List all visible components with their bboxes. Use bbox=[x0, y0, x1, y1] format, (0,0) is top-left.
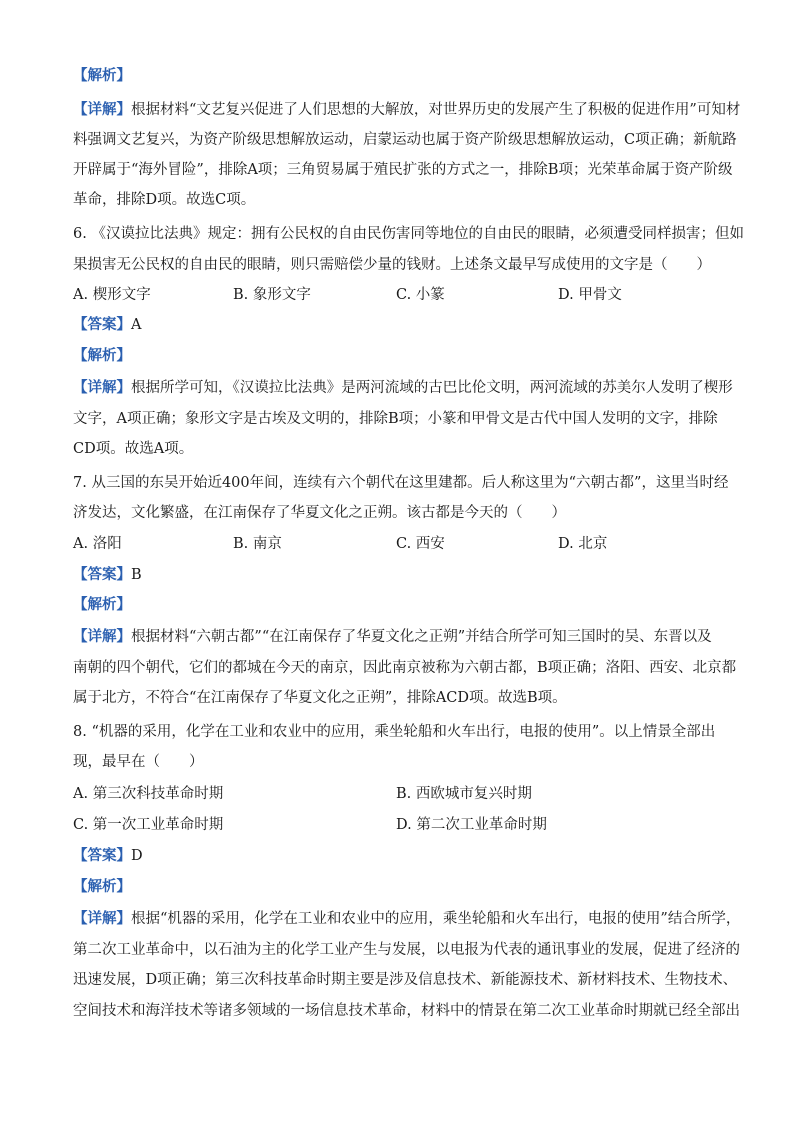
q8-analysis-heading bbox=[73, 877, 723, 897]
q8-answer: 【答案】D bbox=[73, 848, 143, 864]
detail-label: 【详解】 bbox=[73, 911, 131, 927]
q8-option-d: D. 第二次工业革命时期 bbox=[396, 817, 547, 833]
q6-option-c: C. 小篆 bbox=[396, 287, 445, 303]
q7-option-a: A. 洛阳 bbox=[73, 536, 122, 552]
q7-stem-line-2: 济发达，文化繁盛，在江南保存了华夏文化之正朔。该古都是今天的（ ） bbox=[73, 505, 566, 521]
q8-detail-line-4: 空间技术和海洋技术等诸多领域的一场信息技术革命，材料中的情景在第二次工业革命时期就已经全部出 bbox=[73, 1003, 740, 1019]
q6-analysis-heading bbox=[73, 346, 723, 366]
q7-detail-line-1: 【详解】根据材料“六朝古都”“在江南保存了华夏文化之正朔”并结合所学可知三国时的吴、东晋以及 bbox=[73, 629, 712, 645]
q7-option-b: B. 南京 bbox=[233, 536, 282, 552]
q6-stem-line-2: 果损害无公民权的自由民的眼睛，则只需赔偿少量的钱财。上述条文最早写成使用的文字是（ ） bbox=[73, 257, 711, 273]
q6-option-b: B. 象形文字 bbox=[233, 287, 311, 303]
q6-option-d: D. 甲骨文 bbox=[558, 287, 622, 303]
analysis-label: 【解析】 bbox=[73, 68, 131, 84]
answer-label: 【答案】 bbox=[73, 317, 131, 333]
q7-detail-line-2: 南朝的四个朝代，它们的都城在今天的南京，因此南京被称为六朝古都，B项正确；洛阳、西安、北京都 bbox=[73, 660, 737, 676]
q8-stem-line-1: 8. “机器的采用，化学在工业和农业中的应用，乘坐轮船和火车出行，电报的使用”。以上情景全部出 bbox=[73, 724, 716, 740]
q7-analysis-heading bbox=[73, 595, 723, 615]
q8-stem-line-2: 现，最早在（ ） bbox=[73, 754, 204, 770]
detail-label: 【详解】 bbox=[73, 629, 131, 645]
q6-detail-line-2: 文字，A项正确；象形文字是古埃及文明的，排除B项；小篆和甲骨文是古代中国人发明的文字，排除 bbox=[73, 411, 718, 427]
q6-answer: 【答案】A bbox=[73, 317, 142, 333]
q5-detail-line-2: 料强调文艺复兴，为资产阶级思想解放运动，启蒙运动也属于资产阶级思想解放运动，C项正确；新航路 bbox=[73, 132, 737, 148]
q5-detail-line-1: 【详解】根据材料“文艺复兴促进了人们思想的大解放，对世界历史的发展产生了积极的促进作用”可知材 bbox=[73, 102, 741, 118]
q7-option-d: D. 北京 bbox=[558, 536, 608, 552]
answer-label: 【答案】 bbox=[73, 567, 131, 583]
q5-detail-line-4: 革命，排除D项。故选C项。 bbox=[73, 192, 256, 208]
analysis-label: 【解析】 bbox=[73, 348, 131, 364]
q6-detail-line-3: CD项。故选A项。 bbox=[73, 441, 194, 457]
q8-option-c: C. 第一次工业革命时期 bbox=[73, 817, 224, 833]
q8-detail-line-1: 【详解】根据“机器的采用，化学在工业和农业中的应用，乘坐轮船和火车出行，电报的使用”结合所学， bbox=[73, 911, 741, 927]
q6-stem-line-1: 6. 《汉谟拉比法典》规定：拥有公民权的自由民伤害同等地位的自由民的眼睛，必须遭受同样损害；但如 bbox=[73, 226, 744, 242]
q6-detail-line-1: 【详解】根据所学可知，《汉谟拉比法典》是两河流域的古巴比伦文明，两河流域的苏美尔人发明了楔形 bbox=[73, 380, 733, 396]
answer-label: 【答案】 bbox=[73, 848, 131, 864]
detail-label: 【详解】 bbox=[73, 380, 131, 396]
q7-option-c: C. 西安 bbox=[396, 536, 445, 552]
detail-label: 【详解】 bbox=[73, 102, 131, 118]
q5-detail-line-3: 开辟属于“海外冒险”，排除A项；三角贸易属于殖民扩张的方式之一，排除B项；光荣革命属于资产阶级 bbox=[73, 162, 733, 178]
q7-stem-line-1: 7. 从三国的东吴开始近400年间，连续有六个朝代在这里建都。后人称这里为“六朝古都”，这里当时经 bbox=[73, 475, 729, 491]
q6-option-a: A. 楔形文字 bbox=[73, 287, 151, 303]
analysis-label: 【解析】 bbox=[73, 597, 131, 613]
q8-detail-line-3: 迅速发展，D项正确；第三次科技革命时期主要是涉及信息技术、新能源技术、新材料技术、生物技术、 bbox=[73, 972, 738, 988]
analysis-label: 【解析】 bbox=[73, 879, 131, 895]
q7-detail-line-3: 属于北方，不符合“在江南保存了华夏文化之正朔”，排除ACD项。故选B项。 bbox=[73, 690, 567, 706]
q8-detail-line-2: 第二次工业革命中，以石油为主的化学工业产生与发展，以电报为代表的通讯事业的发展，促进了经济的 bbox=[73, 942, 740, 958]
q5-analysis-heading bbox=[73, 66, 723, 86]
q8-option-a: A. 第三次科技革命时期 bbox=[73, 786, 224, 802]
q8-option-b: B. 西欧城市复兴时期 bbox=[396, 786, 532, 802]
q7-answer: 【答案】B bbox=[73, 567, 142, 583]
